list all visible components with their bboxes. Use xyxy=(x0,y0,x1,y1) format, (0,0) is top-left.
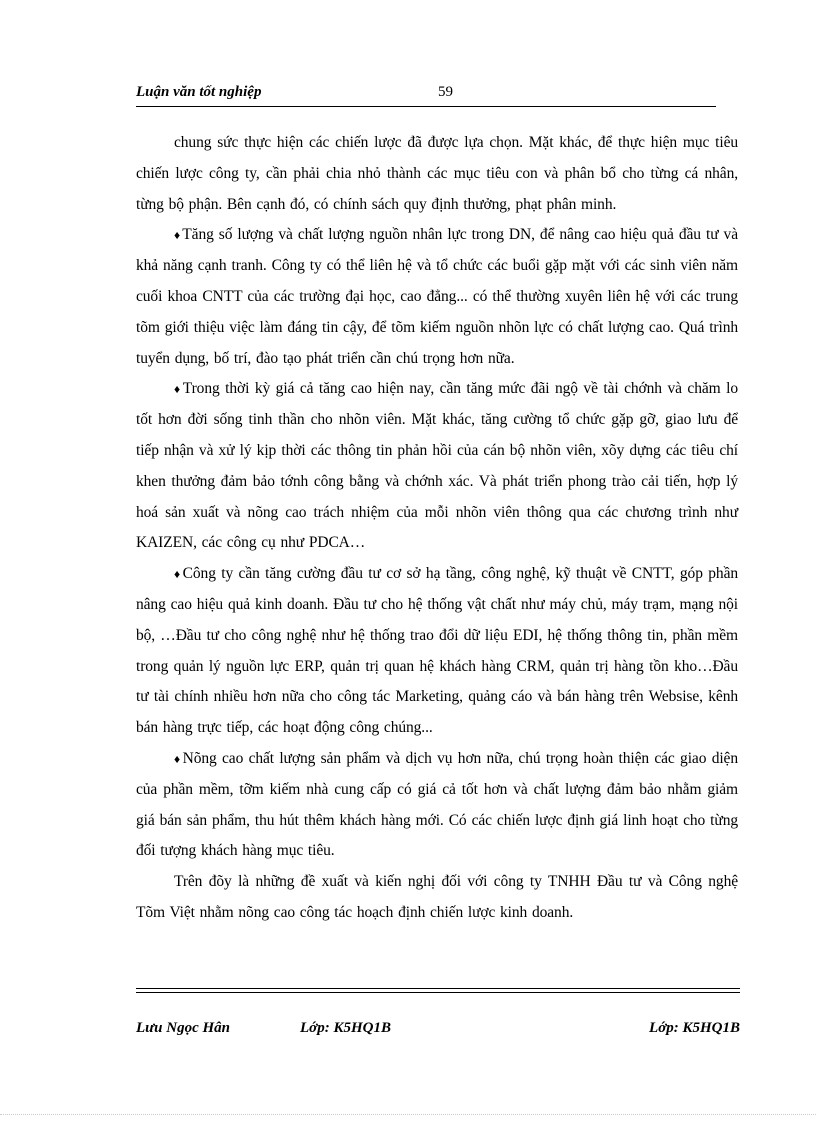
page-edge xyxy=(0,1114,816,1115)
document-title: Luận văn tốt nghiệp xyxy=(136,84,262,100)
paragraph-5 xyxy=(136,744,738,867)
paragraph-2 xyxy=(136,220,738,374)
paragraph-1 xyxy=(136,128,738,220)
footer-divider xyxy=(136,988,740,989)
paragraph-text: Nõng cao chất lượng sản phẩm và dịch vụ hơn nữa, chú trọng hoàn thiện các giao diện của phần mềm, tỡm kiếm nhà cung cấp có giá cả tốt hơn và chất lượng đảm bảo nhằm giảm giá bán sản phẩm, thu hút thêm khách hàng mới. Có các chiến lược định giá linh hoạt cho từng đối tượng khách hàng mục tiêu. xyxy=(136,749,738,860)
diamond-bullet-icon: ♦ xyxy=(174,382,181,397)
diamond-bullet-icon: ♦ xyxy=(174,228,181,243)
paragraph-3 xyxy=(136,374,738,559)
paragraph-text: Trong thời kỳ giá cả tăng cao hiện nay, cần tăng mức đãi ngộ về tài chớnh và chăm lo tốt hơn đời sống tinh thần cho nhõn viên. Mặt khác, tăng cường tổ chức gặp gỡ, giao lưu để tiếp nhận và xử lý kịp thời các thông tin phản hồi của cán bộ nhõn viên, xõy dựng các tiêu chí khen thưởng đảm bảo tớnh công bằng và chớnh xác. Và phát triển phong trào cải tiến, hợp lý hoá sản xuất và nõng cao trách nhiệm của mỗi nhõn viên thông qua các chương trình như KAIZEN, các công cụ như PDCA… xyxy=(136,380,738,552)
page-footer xyxy=(136,1020,740,1042)
paragraph-text: chung sức thực hiện các chiến lược đã được lựa chọn. Mặt khác, để thực hiện mục tiêu chiến lược công ty, cần phải chia nhỏ thành các mục tiêu con và phân bổ cho từng cá nhân, từng bộ phận. Bên cạnh đó, có chính sách quy định thưởng, phạt phân minh. xyxy=(136,134,738,213)
page-header xyxy=(136,82,716,107)
footer-author: Lưu Ngọc Hân xyxy=(136,1020,230,1036)
diamond-bullet-icon: ♦ xyxy=(174,751,181,766)
body-text xyxy=(136,128,738,929)
diamond-bullet-icon: ♦ xyxy=(174,567,181,582)
paragraph-6 xyxy=(136,867,738,929)
footer-divider-second xyxy=(136,992,740,993)
paragraph-text: Tăng số lượng và chất lượng nguồn nhân lực trong DN, để nâng cao hiệu quả đầu tư và khả năng cạnh tranh. Công ty có thể liên hệ và tổ chức các buổi gặp mặt với các sinh viên năm cuối khoa CNTT của các trường đại học, cao đẳng... có thể thường xuyên liên hệ với các trung tõm giới thiệu việc làm đáng tin cậy, để tõm kiếm nguồn nhõn lực có chất lượng cao. Quá trình tuyển dụng, bố trí, đào tạo phát triển cần chú trọng hơn nữa. xyxy=(136,226,738,367)
footer-class-left: Lớp: K5HQ1B xyxy=(300,1020,391,1036)
footer-class-right: Lớp: K5HQ1B xyxy=(649,1020,740,1036)
paragraph-4 xyxy=(136,559,738,744)
paragraph-text: Trên đõy là những đề xuất và kiến nghị đối với công ty TNHH Đầu tư và Công nghệ Tõm Việt nhằm nõng cao công tác hoạch định chiến lược kinh doanh. xyxy=(136,873,738,921)
paragraph-text: Công ty cần tăng cường đầu tư cơ sở hạ tầng, công nghệ, kỹ thuật về CNTT, góp phần nâng cao hiệu quả kinh doanh. Đầu tư cho hệ thống vật chất như máy chủ, máy trạm, mạng nội bộ, …Đầu tư cho công nghệ như hệ thống trao đổi dữ liệu EDI, hệ thống thông tin, phần mềm trong quản lý nguồn lực ERP, quản trị quan hệ khách hàng CRM, quản trị hàng tồn kho…Đầu tư tài chính nhiều hơn nữa cho công tác Marketing, quảng cáo và bán hàng trên Websise, kênh bán hàng trực tiếp, các hoạt động công chúng... xyxy=(136,565,738,737)
page-number: 59 xyxy=(438,84,453,100)
